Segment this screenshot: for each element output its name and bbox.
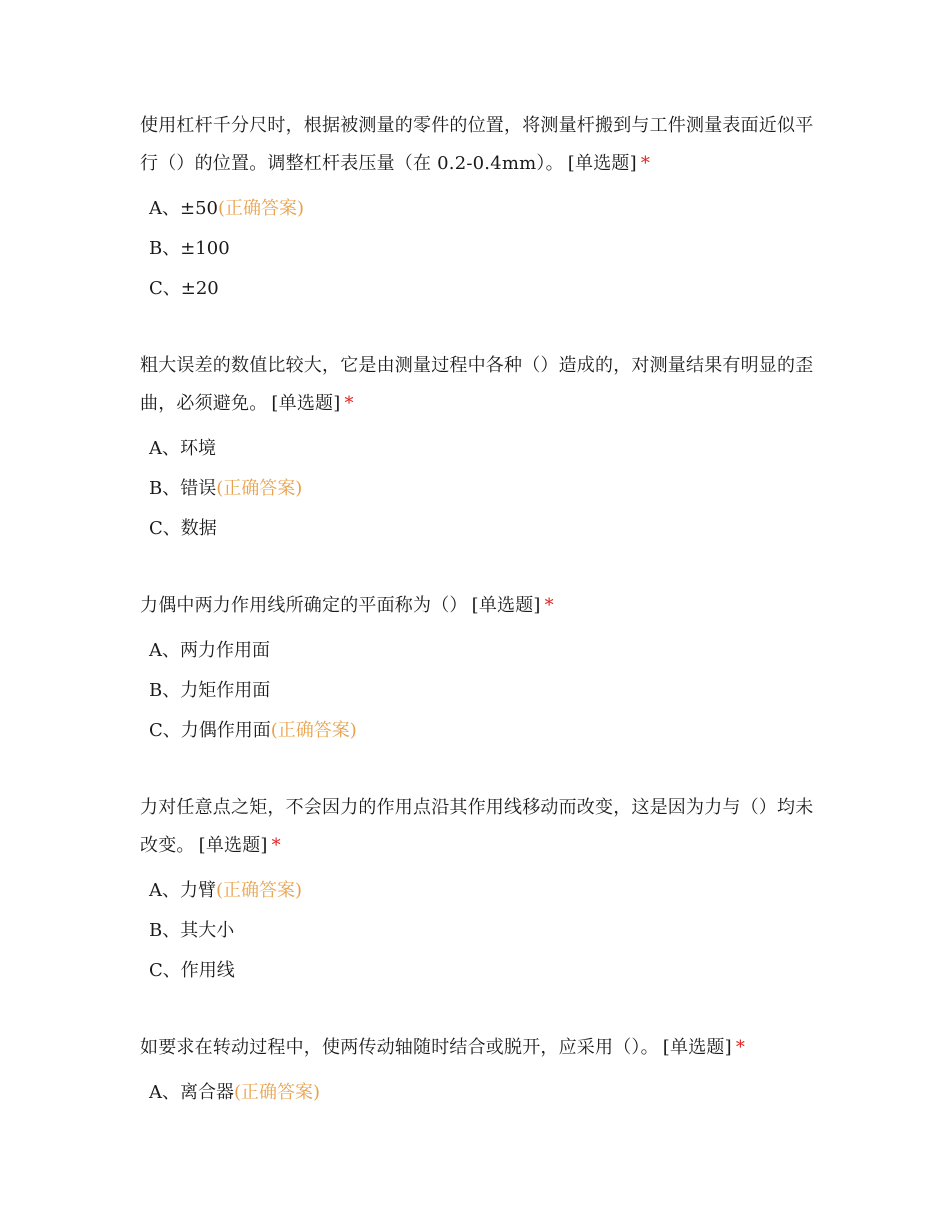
option-list bbox=[140, 631, 820, 751]
option-a bbox=[140, 189, 820, 229]
correct-answer-marker: (正确答案) bbox=[216, 478, 303, 499]
option-label: A、±50 bbox=[149, 198, 218, 219]
question-2 bbox=[140, 347, 820, 549]
option-label: A、环境 bbox=[149, 438, 216, 459]
option-c bbox=[140, 951, 820, 991]
option-b bbox=[140, 469, 820, 509]
correct-answer-marker: (正确答案) bbox=[216, 880, 303, 901]
option-a bbox=[140, 871, 820, 911]
option-label: B、力矩作用面 bbox=[149, 680, 271, 701]
question-stem: 如要求在转动过程中，使两传动轴随时结合或脱开，应采用（）。 bbox=[140, 1037, 659, 1058]
question-type-label: [单选题] bbox=[567, 153, 637, 174]
required-asterisk: * bbox=[735, 1037, 746, 1058]
option-c bbox=[140, 269, 820, 309]
correct-answer-marker: (正确答案) bbox=[270, 720, 357, 741]
option-label: A、离合器 bbox=[149, 1082, 234, 1103]
correct-answer-marker: (正确答案) bbox=[234, 1082, 321, 1103]
question-4 bbox=[140, 789, 820, 991]
option-list bbox=[140, 1073, 820, 1113]
question-type-label: [单选题] bbox=[471, 595, 541, 616]
option-list bbox=[140, 871, 820, 991]
question-type-label: [单选题] bbox=[198, 835, 268, 856]
option-label: C、±20 bbox=[149, 278, 219, 299]
question-type-label: [单选题] bbox=[662, 1037, 732, 1058]
required-asterisk: * bbox=[544, 595, 554, 616]
question-stem: 力偶中两力作用线所确定的平面称为（） bbox=[140, 595, 468, 616]
option-a bbox=[140, 1073, 820, 1113]
question-type-label: [单选题] bbox=[271, 393, 341, 414]
required-asterisk: * bbox=[271, 835, 281, 856]
question-stem: 力对任意点之矩，不会因力的作用点沿其作用线移动而改变，这是因为力与（）均未改变。 bbox=[140, 797, 814, 856]
option-b bbox=[140, 671, 820, 711]
option-label: C、数据 bbox=[149, 518, 217, 539]
option-label: B、错误 bbox=[149, 478, 217, 499]
question-5 bbox=[140, 1029, 820, 1113]
question-stem: 粗大误差的数值比较大，它是由测量过程中各种（）造成的，对测量结果有明显的歪曲，必须避免。 bbox=[140, 355, 814, 414]
option-list bbox=[140, 429, 820, 549]
option-list bbox=[140, 189, 820, 309]
question-stem: 使用杠杆千分尺时，根据被测量的零件的位置，将测量杆搬到与工件测量表面近似平行（）的位置。调整杠杆表压量（在 0.2-0.4mm）。 bbox=[140, 115, 814, 174]
option-c bbox=[140, 509, 820, 549]
option-label: B、其大小 bbox=[149, 920, 235, 941]
question-3 bbox=[140, 587, 820, 751]
question-text bbox=[140, 587, 820, 625]
option-label: A、力臂 bbox=[149, 880, 216, 901]
option-b bbox=[140, 229, 820, 269]
option-c bbox=[140, 711, 820, 751]
option-b bbox=[140, 911, 820, 951]
option-label: C、力偶作用面 bbox=[149, 720, 271, 741]
question-text bbox=[140, 107, 820, 183]
question-text bbox=[140, 347, 820, 423]
correct-answer-marker: (正确答案) bbox=[218, 198, 305, 219]
question-text bbox=[140, 1029, 820, 1067]
required-asterisk: * bbox=[640, 153, 651, 174]
option-a bbox=[140, 429, 820, 469]
question-text bbox=[140, 789, 820, 865]
option-label: A、两力作用面 bbox=[149, 640, 270, 661]
required-asterisk: * bbox=[344, 393, 354, 414]
option-label: B、±100 bbox=[149, 238, 230, 259]
option-a bbox=[140, 631, 820, 671]
question-1 bbox=[140, 107, 820, 309]
option-label: C、作用线 bbox=[149, 960, 235, 981]
